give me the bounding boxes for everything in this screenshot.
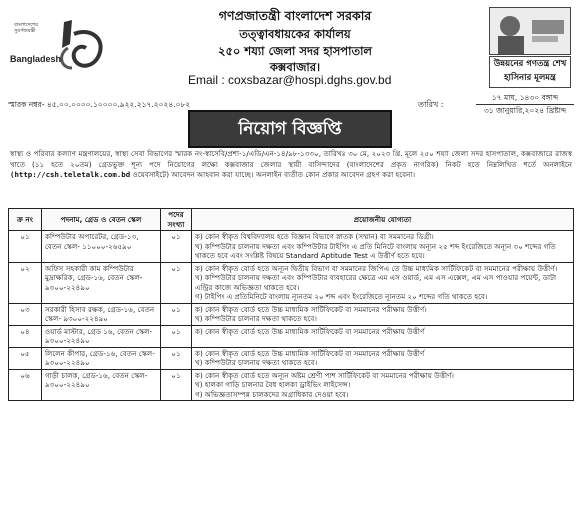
row-count: ০১ — [161, 303, 192, 325]
row-qualification — [192, 325, 574, 347]
date-english: ৩১ জানুয়ারি,২০২৪ খ্রিষ্টাব্দ — [483, 106, 567, 115]
row-post: কম্পিউটার অপারেটর, গ্রেড-১৩, বেতন স্কেল- ১১০০০-২৬৫৯০ — [42, 231, 161, 263]
qualification-item: ক) কোন স্বীকৃত বোর্ড হতে উচ্চ মাধ্যমিক সার্টিফিকেট বা সমমানের পরীক্ষায় উত্তীর্ণ — [195, 348, 425, 358]
table-row — [9, 325, 574, 347]
logo-small-text: বাংলাদেশের সুবর্ণজয়ন্তী — [14, 22, 38, 34]
table-row — [9, 303, 574, 325]
header-count: পদের সংখ্যা — [161, 209, 192, 231]
email-line: Email : coxsbazar@hospi.dghs.gov.bd — [188, 73, 392, 87]
qualification-item: গ) টাইপিং এ প্রতিমিনিটে বাংলায় ন্যূনতম ২০ শব্দ এবং ইংরেজিতে ন্যূনতম ২০ শব্দের গতি থাকতে হবে। — [195, 292, 488, 301]
row-post: গাড়ী চালক, গ্রেড-১৬, বেতন স্কেল- ৯৩০০-২২৪৯০ — [42, 369, 161, 401]
slogan-box: উন্নয়নের গণতন্ত্র শেখ হাসিনার মূলমন্ত্র — [489, 56, 571, 88]
row-qualification — [192, 303, 574, 325]
row-serial: ০১ — [9, 231, 42, 263]
row-qualification — [192, 347, 574, 369]
date-label: তারিখ : — [418, 100, 444, 109]
intro-part2: ওয়েবসাইটে) আবেদন আহবান করা যাচ্ছে। অনলাইন ব্যতীত কোন প্রকার আবেদন গ্রহণ করা হবেনা। — [132, 170, 416, 179]
gov-title: গণপ্রজাতন্ত্রী বাংলাদেশ সরকার — [218, 8, 372, 23]
row-count: ০১ — [161, 325, 192, 347]
memo-label: স্মারক নম্বর- — [8, 100, 45, 109]
bangladesh-50-logo — [8, 14, 112, 76]
header-post: পদনাম, গ্রেড ও বেতন স্কেল — [42, 209, 161, 231]
qualification-item: ক) কোন স্বীকৃত বোর্ড হতে অন্যূন দ্বিতীয় বিভাগ বা সমমানের জিপিএ তে উচ্চ মাধ্যমিক সার্টিফিকেট বা সমমানের পরীক্ষায় উত্তীর্ণ। — [195, 263, 558, 273]
hospital-title: ২৫০ শয্যা জেলা সদর হাসপাতাল — [217, 44, 372, 58]
row-serial: ০৫ — [9, 347, 42, 369]
row-count: ০১ — [161, 347, 192, 369]
row-count: ০১ — [161, 231, 192, 263]
qualification-item: ক) কোন স্বীকৃত বিশ্ববিদ্যালয় হতে বিজ্ঞান বিভাগে স্নাতক (সম্মান) বা সমমানের ডিগ্রী। — [195, 232, 434, 241]
row-serial: ০২ — [9, 262, 42, 303]
row-post: ওয়ার্ড মাস্টার, গ্রেড ১৬, বেতন স্কেল- ৯৩০০-২২৪৯০ — [42, 325, 161, 347]
row-count: ০১ — [161, 262, 192, 303]
row-post: অফিস সহকারী কাম কম্পিউটার মুদ্রাক্ষরিক, গ্রেড-১৬, বেতন স্কেল- ৯৩০০-২২৪৯০ — [42, 262, 161, 303]
memo-number: ৪৫.০০.০০০০.১০০০০.৯২২.২১৭.২০২৪.০৮২ — [46, 100, 191, 109]
row-qualification — [192, 231, 574, 263]
intro-part1: স্বাস্থ্য ও পরিবার কল্যাণ মন্ত্রণালয়ের, স্বাস্থ্য সেবা বিভাগের স্মারক নং-স্বাসেবি/প্রশা-১/এডি/এন-১৪/৯৮-১৩৩০, তারিখঃ ৩০ মে, ২০২৩ খ্রি. মূলে ২৫০ শয্যা জেলা সদর হাসপাতাল, কক্সবাজারে রাজস্ব খাতে (১১ হতে ২০তম) গ্রেডভুক্ত শূন্য পদে নিয়োগের লক্ষ্যে কক্সবাজার জেলার স্থায়ী বাসিন্দাদের (বাংলাদেশের প্রকৃত নাগরিক) নিকট হতে নিম্নলিখিত শর্তে অনলাইনে — [10, 149, 572, 169]
vacancy-table — [8, 208, 574, 401]
table-row — [9, 369, 574, 401]
qualification-item: খ) কম্পিউটার চালনার দক্ষতা থাকতে হবে। — [195, 314, 317, 323]
qualification-item: খ) কম্পিউটার চালনায় দক্ষতা থাকতে হবে। — [195, 358, 318, 367]
row-post: লিলেন কীপার, গ্রেড-১৬, বেতন স্কেল- ৯৩০০-২২৪৯০ — [42, 347, 161, 369]
table-header-row — [9, 209, 574, 231]
table-row — [9, 262, 574, 303]
row-post: সরকারী হিসাব রক্ষক, গ্রেড-১৬, বেতন স্কেল- ৯৩০০-২২৪৯০ — [42, 303, 161, 325]
row-count: ০১ — [161, 369, 192, 401]
qualification-item: ক) কোন স্বীকৃত বোর্ড হতে উচ্চ মাধ্যমিক সার্টিফিকেট বা সমমানের পরীক্ষায় উত্তীর্ণ — [195, 326, 425, 336]
qualification-item: ক) কোন স্বীকৃত বোর্ড হতে উচ্চ মাধ্যমিক সার্টিফিকেট বা সমমানের পরীক্ষায় উত্তীর্ণ। — [195, 304, 427, 314]
qualification-item: খ) কম্পিউটার চালনায় দক্ষতা এবং কম্পিউটার টাইপিং এ প্রতি মিনিটে বাংলায় অন্যূন ২৫ শব্দ ইংরেজিতে অন্যূন ৩০ শব্দের গতি থাকতে হবে এবং সংশ্লিষ্ট বিষয়ে Standard Aptitude Test এ উত্তীর্ণ হতে হবে। — [195, 241, 556, 260]
portrait-photo — [489, 7, 571, 55]
qualification-item: খ) হালকা গাড়ি চালনার বৈধ হালকা ড্রাইভিং লাইসেন্স। — [195, 380, 351, 389]
row-qualification — [192, 369, 574, 401]
memo-reference — [8, 100, 190, 112]
qualification-item: ক) কোন স্বীকৃত বোর্ড হতে অন্যূন অষ্টম শ্রেণী পাশ সার্টিফিকেট বা সমমানের পরীক্ষায় উত্তীর্ণ। — [195, 370, 454, 380]
qualification-item: খ) কম্পিউটার চালনায় দক্ষতা এবং কম্পিউটার ব্যবহারের ক্ষেত্রে এম এস ওয়ার্ড, এম এস এক্সেল, এম এস পাওয়ার পয়েন্ট, ডাটা এন্ট্রির কাজে অভিজ্ঞতা থাকতে হবে। — [195, 273, 557, 292]
table-row — [9, 231, 574, 263]
intro-paragraph — [10, 149, 572, 181]
row-serial: ০৩ — [9, 303, 42, 325]
date-block — [476, 92, 574, 117]
date-bangla: ১৭ মাঘ, ১৪৩০ বঙ্গাব্দ — [476, 92, 574, 105]
header-serial: ক্র নং — [9, 209, 42, 231]
location-title: কক্সবাজার। — [269, 60, 321, 74]
portrait-icon — [490, 8, 570, 54]
row-serial: ০৬ — [9, 369, 42, 401]
table-row — [9, 347, 574, 369]
row-qualification — [192, 262, 574, 303]
logo-name: Bangladesh — [10, 54, 62, 64]
recruitment-banner: নিয়োগ বিজ্ঞপ্তি — [188, 110, 392, 148]
office-title: তত্ত্বাবধায়কের কার্যালয় — [239, 27, 351, 41]
qualification-item: গ) অভিজ্ঞতাসম্পন্ন চালকদের অগ্রাধিকার দেওয়া হবে। — [195, 389, 349, 399]
application-url[interactable]: (http://csh.teletalk.com.bd — [10, 170, 131, 179]
header-qualification: প্রয়োজনীয় যোগ্যতা — [192, 209, 574, 231]
row-serial: ০৪ — [9, 325, 42, 347]
